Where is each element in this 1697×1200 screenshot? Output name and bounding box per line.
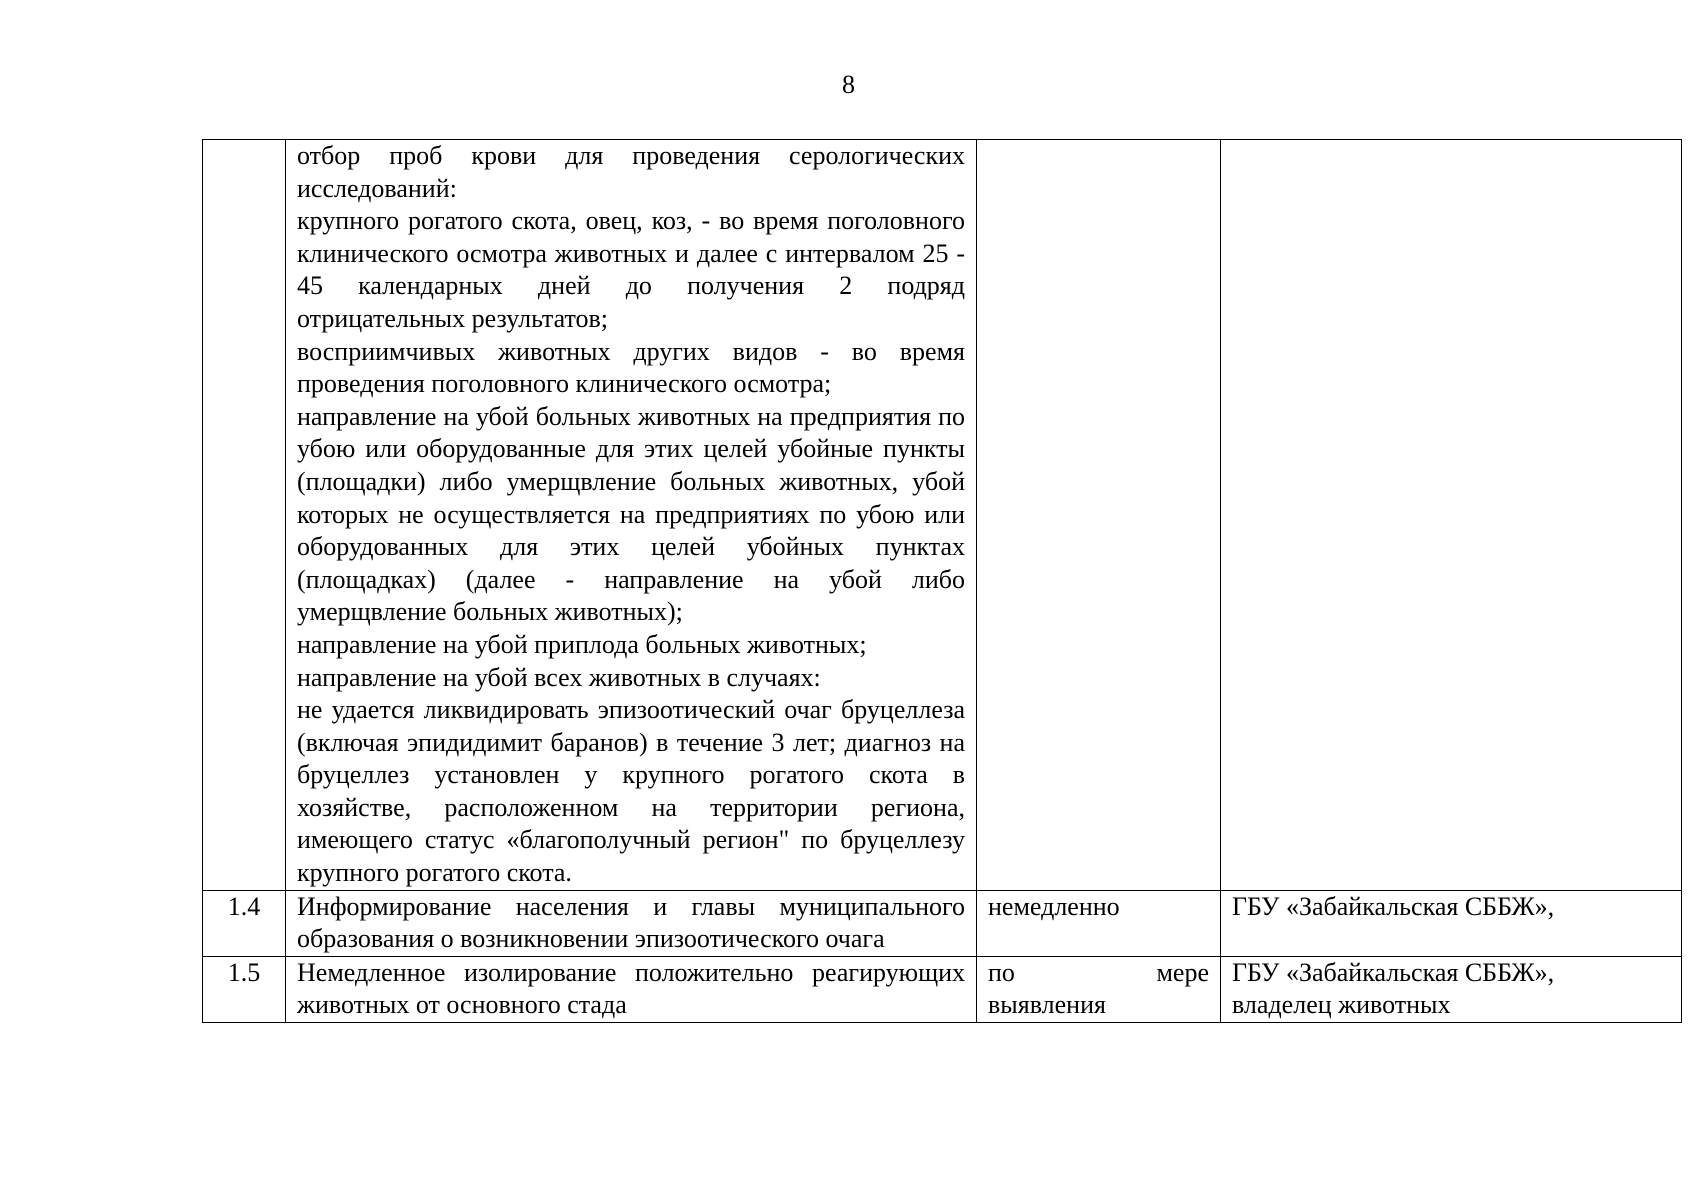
table-row-continued xyxy=(203,140,1682,891)
term-line: по мере xyxy=(988,957,1209,987)
action-paragraph: крупного рогатого скота, овец, коз, - во время поголовного клинического осмотра животных и далее с интервалом 25 - 45 календарных дней до получения 2 подряд отрицательных результатов; xyxy=(297,206,965,333)
action-cell xyxy=(286,140,977,891)
term-cell: немедленно xyxy=(977,890,1221,956)
action-paragraph: восприимчивых животных других видов - во время проведения поголовного клинического осмотра; xyxy=(297,336,965,399)
term-line: выявления xyxy=(988,990,1106,1020)
row-number-cell xyxy=(203,140,286,891)
table-row xyxy=(203,956,1682,1022)
action-paragraph: направление на убой приплода больных животных; xyxy=(297,629,867,659)
responsible-cell xyxy=(1221,140,1682,891)
action-paragraph: направление на убой больных животных на предприятия по убою или оборудованные для этих целей убойные пункты (площадки) либо умерщвление больных животных, убой которых не осуществляется на предприятиях по убою или оборудованных для этих целей убойных пунктах (площадках) (далее - направление на убой либо умерщвление больных животных); xyxy=(297,401,965,627)
action-paragraph: отбор проб крови для проведения серологических исследований: xyxy=(297,141,965,203)
row-number-cell: 1.4 xyxy=(203,890,286,956)
action-paragraph: Информирование населения и главы муниципального образования о возникновении эпизоотического очага xyxy=(297,891,965,954)
action-cell xyxy=(286,890,977,956)
action-cell xyxy=(286,956,977,1022)
action-paragraph: не удается ликвидировать эпизоотический очаг бруцеллеза (включая эпидидимит баранов) в течение 3 лет; диагноз на бруцеллез установлен у крупного рогатого скота в хозяйстве, расположенном на территории региона, имеющего статус «благополучный регион" по бруцеллезу крупного рогатого скота. xyxy=(297,695,965,888)
responsible-line: ГБУ «Забайкальская СББЖ», xyxy=(1232,957,1555,987)
term-cell xyxy=(977,140,1221,891)
table-row xyxy=(203,890,1682,956)
page-number: 8 xyxy=(842,70,855,99)
action-paragraph: направление на убой всех животных в случаях: xyxy=(297,662,821,692)
measures-table xyxy=(202,139,1682,1023)
term-cell xyxy=(977,956,1221,1022)
responsible-cell: ГБУ «Забайкальская СББЖ», xyxy=(1221,890,1682,956)
action-paragraph: Немедленное изолирование положительно реагирующих животных от основного стада xyxy=(297,957,965,1020)
responsible-line: владелец животных xyxy=(1232,990,1451,1020)
responsible-cell xyxy=(1221,956,1682,1022)
row-number-cell: 1.5 xyxy=(203,956,286,1022)
